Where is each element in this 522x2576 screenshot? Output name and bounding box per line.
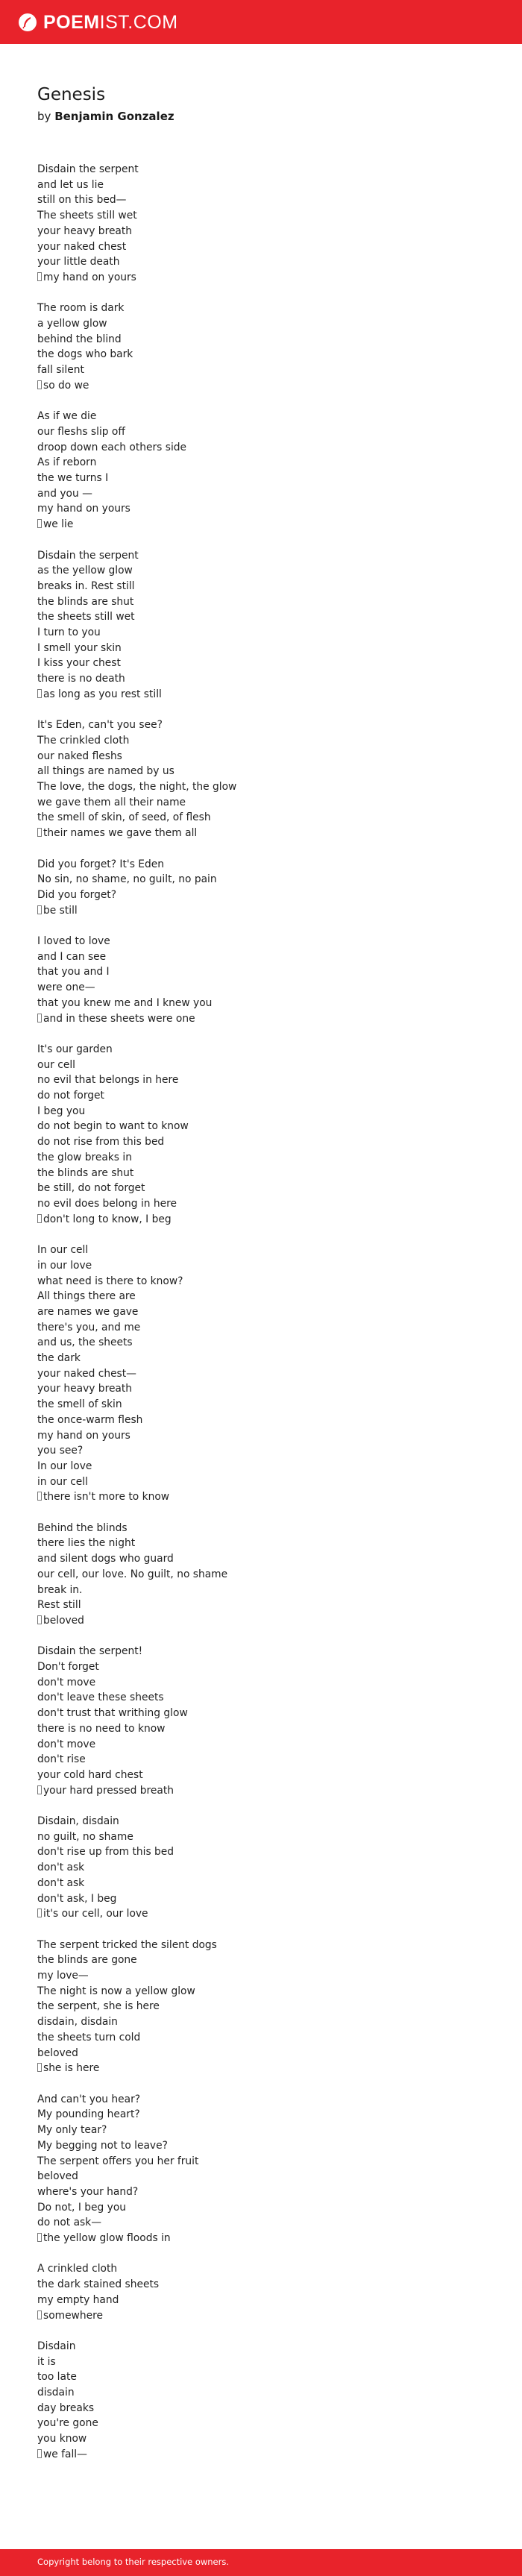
poem-line: do not forget <box>37 1090 104 1102</box>
poem-line: my hand on yours <box>37 1429 130 1442</box>
poem-line: and I can see <box>37 950 107 963</box>
poem-line: don't ask <box>37 1876 85 1889</box>
poem-line: Did you forget? <box>37 888 117 901</box>
poem-line: My begging not to leave? <box>37 2139 168 2152</box>
site-footer <box>0 2549 522 2576</box>
poem-line: breaks in. Rest still <box>37 579 135 592</box>
poem-line: the once-warm flesh <box>37 1413 143 1426</box>
poem-line: Disdain <box>37 2340 76 2352</box>
poem-line: The crinkled cloth <box>37 734 130 747</box>
poem-line: day breaks <box>37 2401 95 2414</box>
logo-text-bold: POEM <box>43 11 100 33</box>
poem-line: the blinds are shut <box>37 595 134 608</box>
poem-line: the sheets turn cold <box>37 2031 141 2043</box>
poem-line: our cell <box>37 1058 75 1071</box>
poem-line: All things there are <box>37 1290 136 1303</box>
poem-line: do not ask— <box>37 2217 101 2229</box>
stanza <box>37 409 485 533</box>
poem-line: my hand on yours <box>37 270 485 286</box>
stanza <box>37 1521 485 1629</box>
author-link[interactable]: Benjamin Gonzalez <box>54 110 174 123</box>
poem-line: our cell, our love. No guilt, no shame <box>37 1568 228 1580</box>
poem-line: that you and I <box>37 966 110 978</box>
poem-line: Rest still <box>37 1599 81 1612</box>
poem-line: the we turns I <box>37 472 109 485</box>
stanza <box>37 934 485 1026</box>
poem-line: Disdain the serpent <box>37 549 139 562</box>
poem-body <box>37 162 485 2478</box>
poem-line: disdain <box>37 2387 75 2399</box>
poem-line: And can't you hear? <box>37 2093 141 2105</box>
by-label: by <box>37 110 51 123</box>
poem-line: droop down each others side <box>37 441 187 453</box>
poem-line: your naked chest <box>37 240 127 253</box>
stanza <box>37 2339 485 2463</box>
poem-line: I beg you <box>37 1105 86 1117</box>
poem-line: there is no need to know <box>37 1722 166 1735</box>
poem-line: My pounding heart? <box>37 2108 140 2121</box>
poem-line: don't trust that writhing glow <box>37 1707 188 1720</box>
poem-line: there's you, and me <box>37 1321 141 1333</box>
poem-line: your hard pressed breath <box>37 1783 485 1799</box>
poem-line: are names we gave <box>37 1305 139 1318</box>
poem-line: and silent dogs who guard <box>37 1553 174 1565</box>
poem-title: Genesis <box>37 85 106 104</box>
poem-line: I loved to love <box>37 935 110 948</box>
poem-line: don't rise <box>37 1753 86 1766</box>
poem-line: the dogs who bark <box>37 348 133 361</box>
site-header <box>0 0 522 44</box>
poem-line: we lie <box>37 517 485 533</box>
poem-line: all things are named by us <box>37 765 174 778</box>
poem-line: the sheets still wet <box>37 611 135 623</box>
site-logo[interactable] <box>18 10 178 35</box>
poem-line: and in these sheets were one <box>37 1011 485 1027</box>
poem-line: don't ask <box>37 1862 85 1874</box>
poem-line: she is here <box>37 2061 485 2076</box>
stanza <box>37 1243 485 1505</box>
poem-line: No sin, no shame, no guilt, no pain <box>37 873 217 886</box>
poem-line: no evil does belong in here <box>37 1198 177 1210</box>
poem-line: disdain, disdain <box>37 2016 118 2029</box>
poem-line: Did you forget? It's Eden <box>37 858 164 870</box>
poem-line: Disdain the serpent <box>37 163 139 175</box>
poem-line: the blinds are shut <box>37 1166 134 1179</box>
poem-line: As if reborn <box>37 456 97 469</box>
poem-line: your heavy breath <box>37 224 133 237</box>
poem-line: you know <box>37 2433 87 2445</box>
poem-line: beloved <box>37 1613 485 1629</box>
poem-line: beloved <box>37 2046 78 2059</box>
poem-line: too late <box>37 2371 77 2384</box>
poem-line: Disdain, disdain <box>37 1815 119 1828</box>
poem-line: we fall— <box>37 2447 485 2463</box>
stanza <box>37 1814 485 1922</box>
poem-line: It's our garden <box>37 1043 113 1055</box>
poem-line: the glow breaks in <box>37 1151 132 1163</box>
poem-line: it is <box>37 2355 56 2368</box>
poem-line: My only tear? <box>37 2124 107 2137</box>
poem-line: our naked fleshs <box>37 750 122 762</box>
poem-line: so do we <box>37 378 485 394</box>
byline <box>37 110 174 123</box>
poem-line: and us, the sheets <box>37 1336 133 1349</box>
poem-line: be still <box>37 903 485 919</box>
poem-line: a yellow glow <box>37 318 107 330</box>
poem-line: there is no death <box>37 673 125 685</box>
stanza <box>37 301 485 393</box>
poem-line: Disdain the serpent! <box>37 1645 143 1658</box>
poem-line: don't move <box>37 1676 96 1688</box>
poem-line: and let us lie <box>37 178 104 191</box>
poem-line: Behind the blinds <box>37 1521 128 1534</box>
poem-line: there isn't more to know <box>37 1489 485 1505</box>
poem-line: A crinkled cloth <box>37 2263 118 2275</box>
poem-line: don't leave these sheets <box>37 1691 164 1704</box>
poem-line: be still, do not forget <box>37 1182 145 1195</box>
poem-line: don't rise up from this bed <box>37 1846 174 1859</box>
poem-line: In our cell <box>37 1244 89 1257</box>
poem-line: the smell of skin <box>37 1398 122 1411</box>
poem-line: there lies the night <box>37 1537 136 1550</box>
poem-line: as long as you rest still <box>37 687 485 703</box>
poem-line: do not begin to want to know <box>37 1120 189 1133</box>
stanza <box>37 717 485 841</box>
poem-line: the smell of skin, of seed, of flesh <box>37 811 211 824</box>
stanza <box>37 1644 485 1798</box>
poem-line: their names we gave them all <box>37 826 485 841</box>
poem-line: you see? <box>37 1445 84 1457</box>
copyright-text: Copyright belong to their respective owners. <box>37 2557 230 2567</box>
poem-line: my love— <box>37 1970 89 1982</box>
stanza <box>37 1042 485 1227</box>
poem-line: it's our cell, our love <box>37 1906 485 1922</box>
poem-line: do not rise from this bed <box>37 1136 165 1149</box>
poem-line: behind the blind <box>37 333 122 345</box>
poem-line: don't ask, I beg <box>37 1892 117 1905</box>
poem-line: the blinds are gone <box>37 1954 137 1967</box>
poem-line: the dark <box>37 1352 81 1365</box>
poem-line: in our cell <box>37 1475 88 1488</box>
stanza <box>37 548 485 703</box>
poem-line: the yellow glow floods in <box>37 2231 485 2246</box>
poem-line: the dark stained sheets <box>37 2278 160 2291</box>
poem-line: The serpent offers you her fruit <box>37 2155 199 2167</box>
poem-line: I smell your skin <box>37 641 122 654</box>
poem-line: what need is there to know? <box>37 1275 183 1287</box>
poem-line: we gave them all their name <box>37 796 186 808</box>
poem-line: where's your hand? <box>37 2185 139 2198</box>
stanza <box>37 1938 485 2076</box>
poem-line: In our love <box>37 1460 92 1472</box>
poem-line: don't move <box>37 1738 96 1750</box>
poem-line: I kiss your chest <box>37 657 121 670</box>
poem-line: no guilt, no shame <box>37 1830 133 1843</box>
stanza <box>37 162 485 286</box>
poem-line: The night is now a yellow glow <box>37 1985 195 1997</box>
poem-line: were one— <box>37 981 95 994</box>
poem-line: It's Eden, can't you see? <box>37 719 163 732</box>
poem-line: beloved <box>37 2170 78 2183</box>
poem-line: my empty hand <box>37 2293 119 2306</box>
poem-line: fall silent <box>37 364 84 377</box>
poem-line: Do not, I beg you <box>37 2201 127 2214</box>
logo-text-light: IST.COM <box>99 11 178 33</box>
poem-line: The love, the dogs, the night, the glow <box>37 781 237 794</box>
poem-line: as the yellow glow <box>37 565 133 577</box>
poem-line: the serpent, she is here <box>37 2000 160 2013</box>
poem-line: that you knew me and I knew you <box>37 996 213 1009</box>
poem-line: As if we die <box>37 410 97 423</box>
poem-line: my hand on yours <box>37 503 130 515</box>
poem-line: your cold hard chest <box>37 1768 143 1781</box>
poem-line: I turn to you <box>37 626 101 639</box>
poem-line: you're gone <box>37 2417 98 2430</box>
poem-line: Don't forget <box>37 1661 99 1674</box>
poem-line: The serpent tricked the silent dogs <box>37 1938 217 1951</box>
poem-line: in our love <box>37 1259 92 1272</box>
poem-line: your naked chest— <box>37 1367 136 1380</box>
poem-line: no evil that belongs in here <box>37 1074 179 1087</box>
stanza <box>37 857 485 919</box>
poem-line: our fleshs slip off <box>37 425 125 438</box>
poem-line: The sheets still wet <box>37 210 137 222</box>
poem-line: don't long to know, I beg <box>37 1212 485 1228</box>
poem-line: your little death <box>37 256 120 268</box>
feather-circle-icon <box>18 13 37 32</box>
poem-line: and you — <box>37 487 92 500</box>
poem-line: your heavy breath <box>37 1383 133 1395</box>
poem-line: break in. <box>37 1583 83 1596</box>
stanza <box>37 2261 485 2323</box>
poem-line: somewhere <box>37 2308 485 2324</box>
poem-line: still on this bed— <box>37 194 127 207</box>
poem-line: The room is dark <box>37 302 125 315</box>
stanza <box>37 2092 485 2246</box>
